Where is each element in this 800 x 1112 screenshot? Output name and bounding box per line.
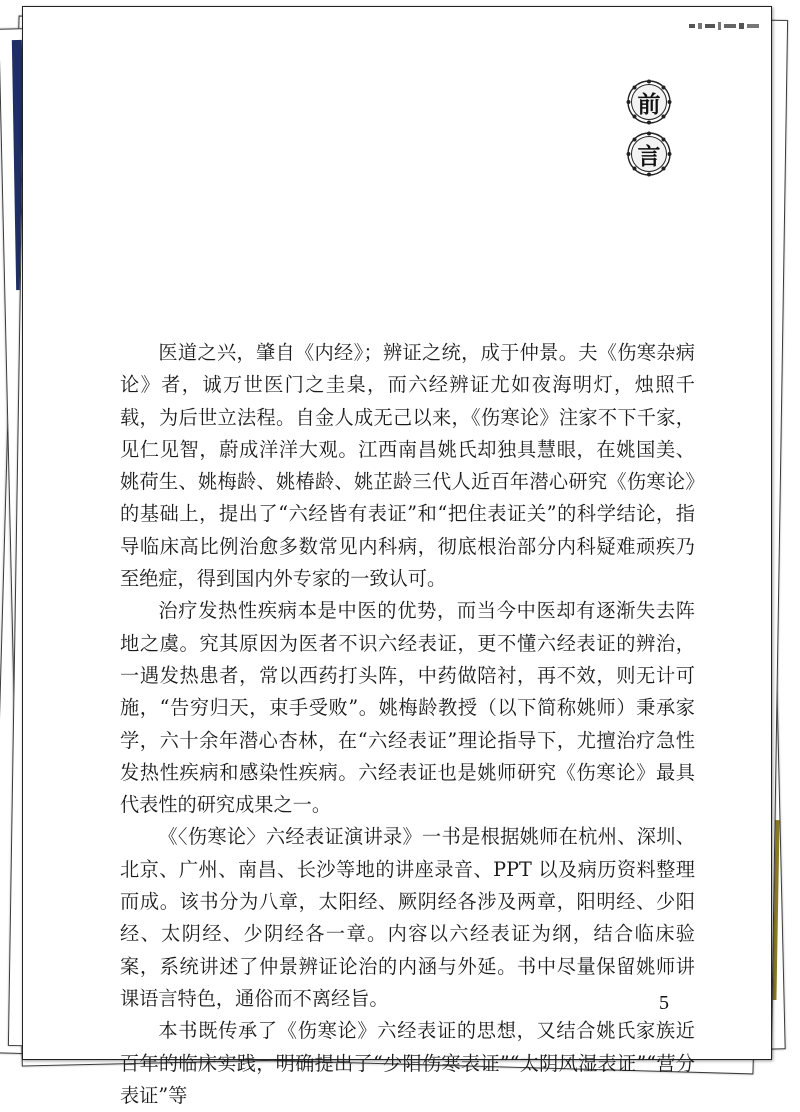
paragraph: 治疗发热性疾病本是中医的优势，而当今中医却有逐渐失去阵地之虞。究其原因为医者不识六经表证，更不懂六经表证的辨治，一遇发热患者，常以西药打头阵，中药做陪衬，再不效，则无计可施，“告穷归天，束手受败”。姚梅龄教授（以下简称姚师）秉承家学，六十余年潜心杏林，在“六经表证”理论指导下，尤擅治疗急性发热性疾病和感染性疾病。六经表证也是姚师研究《伤寒论》最具代表性的研究成果之一。: [120, 599, 695, 817]
page-number: 5: [659, 992, 669, 1014]
paragraph: 《〈伤寒论〉六经表证演讲录》一书是根据姚师在杭州、深圳、北京、广州、南昌、长沙等地的讲座录音、PPT 以及病历资料整理而成。该书分为八章，太阳经、厥阴经各涉及两章，阳明经、少阳经、太阴经、少阴经各一章。内容以六经表证为纲，结合临床验案，系统讲述了仲景辨证论治的内涵与外延。书中尽量保留姚师讲课语言特色，通俗而不离经旨。: [120, 825, 695, 1010]
publisher-mark-icon: [689, 19, 761, 33]
title-char-badge: [626, 79, 672, 125]
title-char-2: 言: [637, 142, 661, 170]
book-page: [22, 6, 772, 1107]
paragraph: 本书既传承了《伤寒论》六经表证的思想，又结合姚氏家族近百年的临床实践，明确提出了“少阳伤寒表证”“太阴风湿表证”“营分表证”等: [120, 1019, 695, 1107]
preface-body: [120, 337, 695, 1112]
title-char-badge: [626, 131, 672, 177]
paragraph: 医道之兴，肇自《内经》；辨证之统，成于仲景。夫《伤寒杂病论》者，诚万世医门之圭臬，而六经辨证尤如夜海明灯，烛照千载，为后世立法程。自金人成无己以来，《伤寒论》注家不下千家，见仁见智，蔚成洋洋大观。江西南昌姚氏却独具慧眼，在姚国美、姚荷生、姚梅龄、姚椿龄、姚芷龄三代人近百年潜心研究《伤寒论》的基础上，提出了“六经皆有表证”和“把住表证关”的科学结论，指导临床高比例治愈多数常见内科病，彻底根治部分内科疑难顽疾乃至绝症，得到国内外专家的一致认可。: [120, 341, 695, 591]
title-char-1: 前: [637, 90, 661, 118]
preface-title: [621, 79, 677, 183]
